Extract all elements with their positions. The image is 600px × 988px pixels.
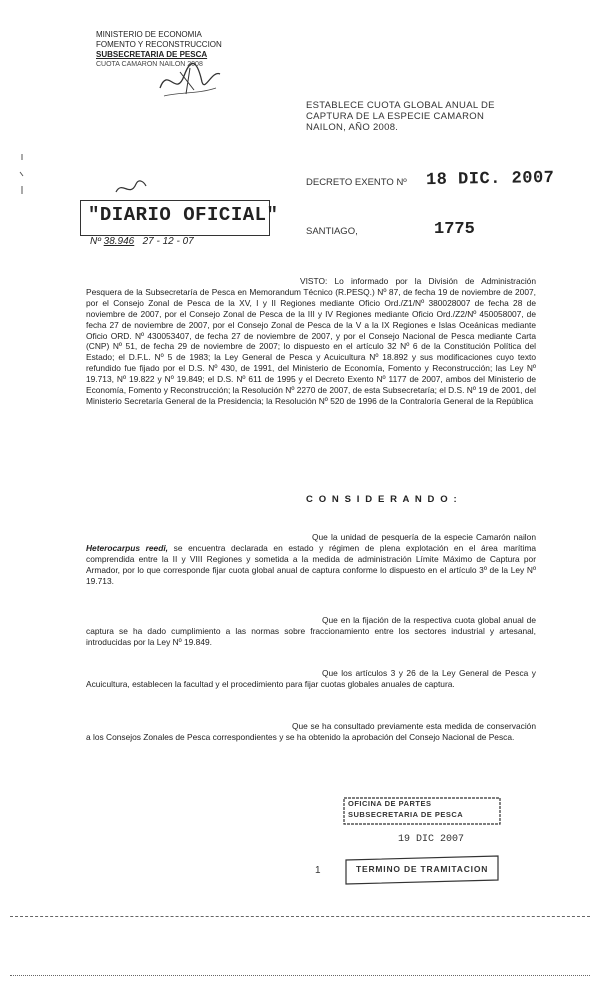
considerando-p1-b: se encuentra declarada en estado y régimen de plena explotación en el área marítima comprendida entre la II y VIII Regiones y sometida a la medida de administración Límite Máximo de Captura por Armador, por lo que corresponde fijar cuota global anual de captura conforme lo dispuesto en el artículo 3º de la Ley Nº 19.713. [86,542,536,586]
santiago-label: SANTIAGO, [306,226,358,237]
considerando-paragraph-4 [86,721,536,743]
title-line-3: NAILON, AÑO 2008. [306,122,399,133]
diario-number-prefix: Nº [90,236,101,247]
considerando-p3-text: Que los artículos 3 y 26 de la Ley General de Pesca y Acuicultura, establecen la facultad y el procedimiento para fijar cuotas globales anuales de captura. [86,668,536,689]
visto-paragraph [86,276,536,407]
handwritten-mark-icon [14,150,30,200]
considerando-paragraph-3 [86,668,536,690]
considerando-paragraph-2 [86,615,536,648]
title-line-2: CAPTURA DE LA ESPECIE CAMARON [306,111,485,122]
diario-number-date: 27 - 12 - 07 [142,236,194,247]
ministry-line-1: MINISTERIO DE ECONOMIA [96,30,202,39]
stamp-line-3: TERMINO DE TRAMITACION [356,864,489,874]
scan-edge-line [10,916,590,917]
santiago-number: 1775 [434,220,475,239]
signature-icon [150,58,230,104]
stamp-line-1: OFICINA DE PARTES [348,799,432,808]
reception-stamp [342,796,502,886]
considerando-heading: C O N S I D E R A N D O : [306,494,459,505]
page-number: 1 [315,865,321,876]
ministry-line-3: SUBSECRETARIA DE PESCA [96,50,208,59]
checkmark-icon [112,176,148,202]
visto-lead: VISTO: [300,276,328,286]
considerando-p4-text: Que se ha consultado previamente esta medida de conservación a los Consejos Zonales de Pesca correspondientes y se ha obtenido la aprobación del Consejo Nacional de Pesca. [86,721,536,742]
scan-edge-line-bottom [10,975,590,976]
considerando-p2-text: Que en la fijación de la respectiva cuota global anual de captura se ha dado cumplimiento a las normas sobre fraccionamiento entre los sectores industrial y artesanal, introducidas por la Ley Nº 19.849. [86,615,536,647]
decree-title [306,100,544,133]
title-line-1: ESTABLECE CUOTA GLOBAL ANUAL DE [306,100,495,111]
stamp-line-2: SUBSECRETARIA DE PESCA [348,810,464,819]
ministry-line-4: CUOTA CAMARON NAILON 2008 [96,61,203,68]
considerando-paragraph-1 [86,532,536,587]
ministry-line-2: FOMENTO Y RECONSTRUCCION [96,40,222,49]
visto-text: Lo informado por la División de Administración Pesquera de la Subsecretaría de Pesca en Memorandum Técnico (R.PESQ.) Nº 87, de fecha 19 de noviembre de 2007, por el Consejo Zonal de Pesca de la XV, I y II Regiones mediante Oficio Ord./Z1/Nº 380028007 de fecha 28 de noviembre de 2007, por el Consejo Zonal de Pesca de la III y IV Regiones mediante Oficio Ord./Z2/Nº 450058007, de fecha 27 de noviembre de 2007, por el Consejo Zonal de Pesca de la V a la IX Regiones e Islas Oceánicas mediante Oficio ORD. Nº 430053407, de fecha 27 de noviembre de 2007, y por el Consejo Nacional de Pesca mediante Carta (CNP) Nº 51, de fecha 29 de noviembre de 2007; lo dispuesto en el artículo 32 Nº 6 de la Constitución Política del Estado; el D.F.L. Nº 5 de 1983; la Ley General de Pesca y Acuicultura Nº 18.892 y sus modificaciones cuyo texto refundido fue fijado por el D.S. Nº 430, de 1991, del Ministerio de Economía, Fomento y Reconstrucción; las Ley Nº 19.713, Nº 19.822 y Nº 19.849; el D.S. Nº 611 de 1995 y el Decreto Exento Nº 1177 de 2007, ambos del Ministerio de Economía, Fomento y Reconstrucción; la Resolución Nº 2270 de 2007, de esta Subsecretaría; el D.S. Nº 19 de 2001, del Ministerio Secretaría General de la Presidencia; la Resolución Nº 520 de 1996 de la Contraloría General de la República [86,276,536,406]
diario-oficial-number [90,236,194,247]
decreto-date-stamp: 18 DIC. 2007 [425,168,555,191]
decreto-label: DECRETO EXENTO Nº [306,177,407,188]
stamp-date: 19 DIC 2007 [398,834,465,845]
diario-number-value: 38.946 [103,236,135,247]
diario-oficial-label: "DIARIO OFICIAL" [88,204,279,226]
considerando-p1-a: Que la unidad de pesquería de la especie Camarón nailon [312,532,536,542]
species-name: Heterocarpus reedi, [86,542,168,553]
